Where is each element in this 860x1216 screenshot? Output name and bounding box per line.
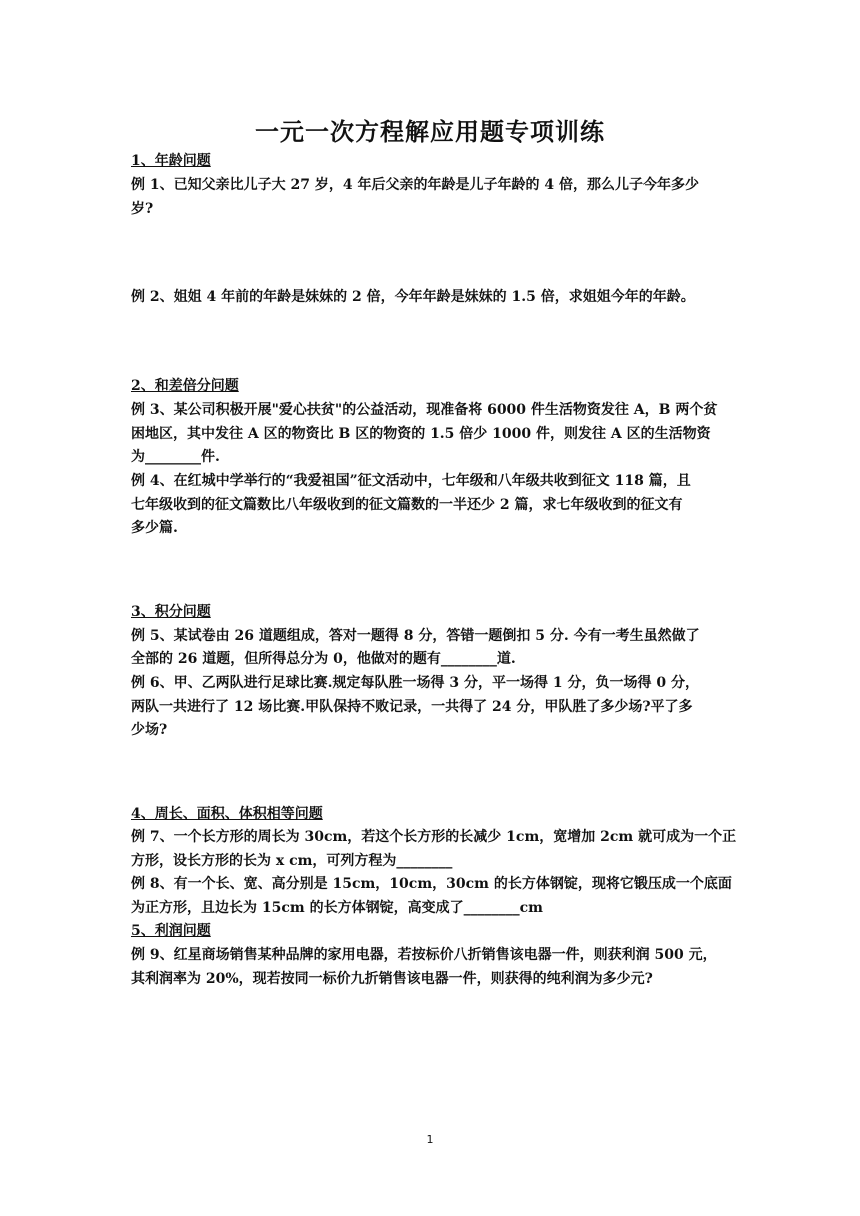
section-heading-age: 1、年龄问题 [131, 153, 211, 169]
document-title: 一元一次方程解应用题专项训练 [255, 117, 605, 146]
question-line: 岁? [131, 201, 154, 217]
question-line: 少场? [131, 722, 168, 738]
question-line: 例 7、一个长方形的周长为 30cm，若这个长方形的长减少 1cm，宽增加 2cm 就可成为一个正 [131, 829, 737, 845]
question-line: 七年级收到的征文篇数比八年级收到的征文篇数的一半还少 2 篇，求七年级收到的征文有 [131, 497, 683, 513]
section-heading-scoring: 3、积分问题 [131, 604, 211, 620]
page-number: 1 [426, 1133, 434, 1146]
section-heading-sum-difference: 2、和差倍分问题 [131, 378, 239, 394]
question-line: 例 9、红星商场销售某种品牌的家用电器，若按标价八折销售该电器一件，则获利润 500 元， [131, 947, 717, 963]
question-line: 两队一共进行了 12 场比赛.甲队保持不败记录，一共得了 24 分，甲队胜了多少场?平了多 [131, 699, 693, 715]
question-line: 为________件. [131, 449, 220, 465]
question-line: 其利润率为 20%，现若按同一标价九折销售该电器一件，则获得的纯利润为多少元? [131, 971, 653, 987]
section-heading-profit: 5、利润问题 [131, 923, 211, 939]
question-line: 例 6、甲、乙两队进行足球比赛.规定每队胜一场得 3 分，平一场得 1 分，负一场得 0 分， [131, 675, 699, 691]
question-line: 例 1、已知父亲比儿子大 27 岁，4 年后父亲的年龄是儿子年龄的 4 倍，那么儿子今年多少 [131, 177, 699, 193]
question-line: 例 4、在红城中学举行的“我爱祖国”征文活动中，七年级和八年级共收到征文 118 篇，且 [131, 473, 691, 489]
question-line: 全部的 26 道题，但所得总分为 0，他做对的题有________道. [131, 651, 516, 667]
question-line: 困地区，其中发往 A 区的物资比 B 区的物资的 1.5 倍少 1000 件，则发往 A 区的生活物资 [131, 426, 711, 442]
question-line: 为正方形，且边长为 15cm 的长方体钢锭，高变成了________cm [131, 900, 543, 916]
question-line: 例 5、某试卷由 26 道题组成，答对一题得 8 分，答错一题倒扣 5 分. 今有一考生虽然做了 [131, 628, 700, 644]
question-line: 方形，设长方形的长为 x cm，可列方程为________ [131, 853, 453, 869]
question-line: 例 3、某公司积极开展"爱心扶贫"的公益活动，现准备将 6000 件生活物资发往 A，B 两个贫 [131, 402, 718, 418]
section-heading-geometry: 4、周长、面积、体积相等问题 [131, 806, 323, 822]
question-line: 例 2、姐姐 4 年前的年龄是妹妹的 2 倍，今年年龄是妹妹的 1.5 倍，求姐姐今年的年龄。 [131, 289, 695, 305]
question-line: 例 8、有一个长、宽、高分别是 15cm，10cm，30cm 的长方体钢锭，现将它锻压成一个底面 [131, 876, 732, 892]
question-line: 多少篇. [131, 520, 178, 536]
